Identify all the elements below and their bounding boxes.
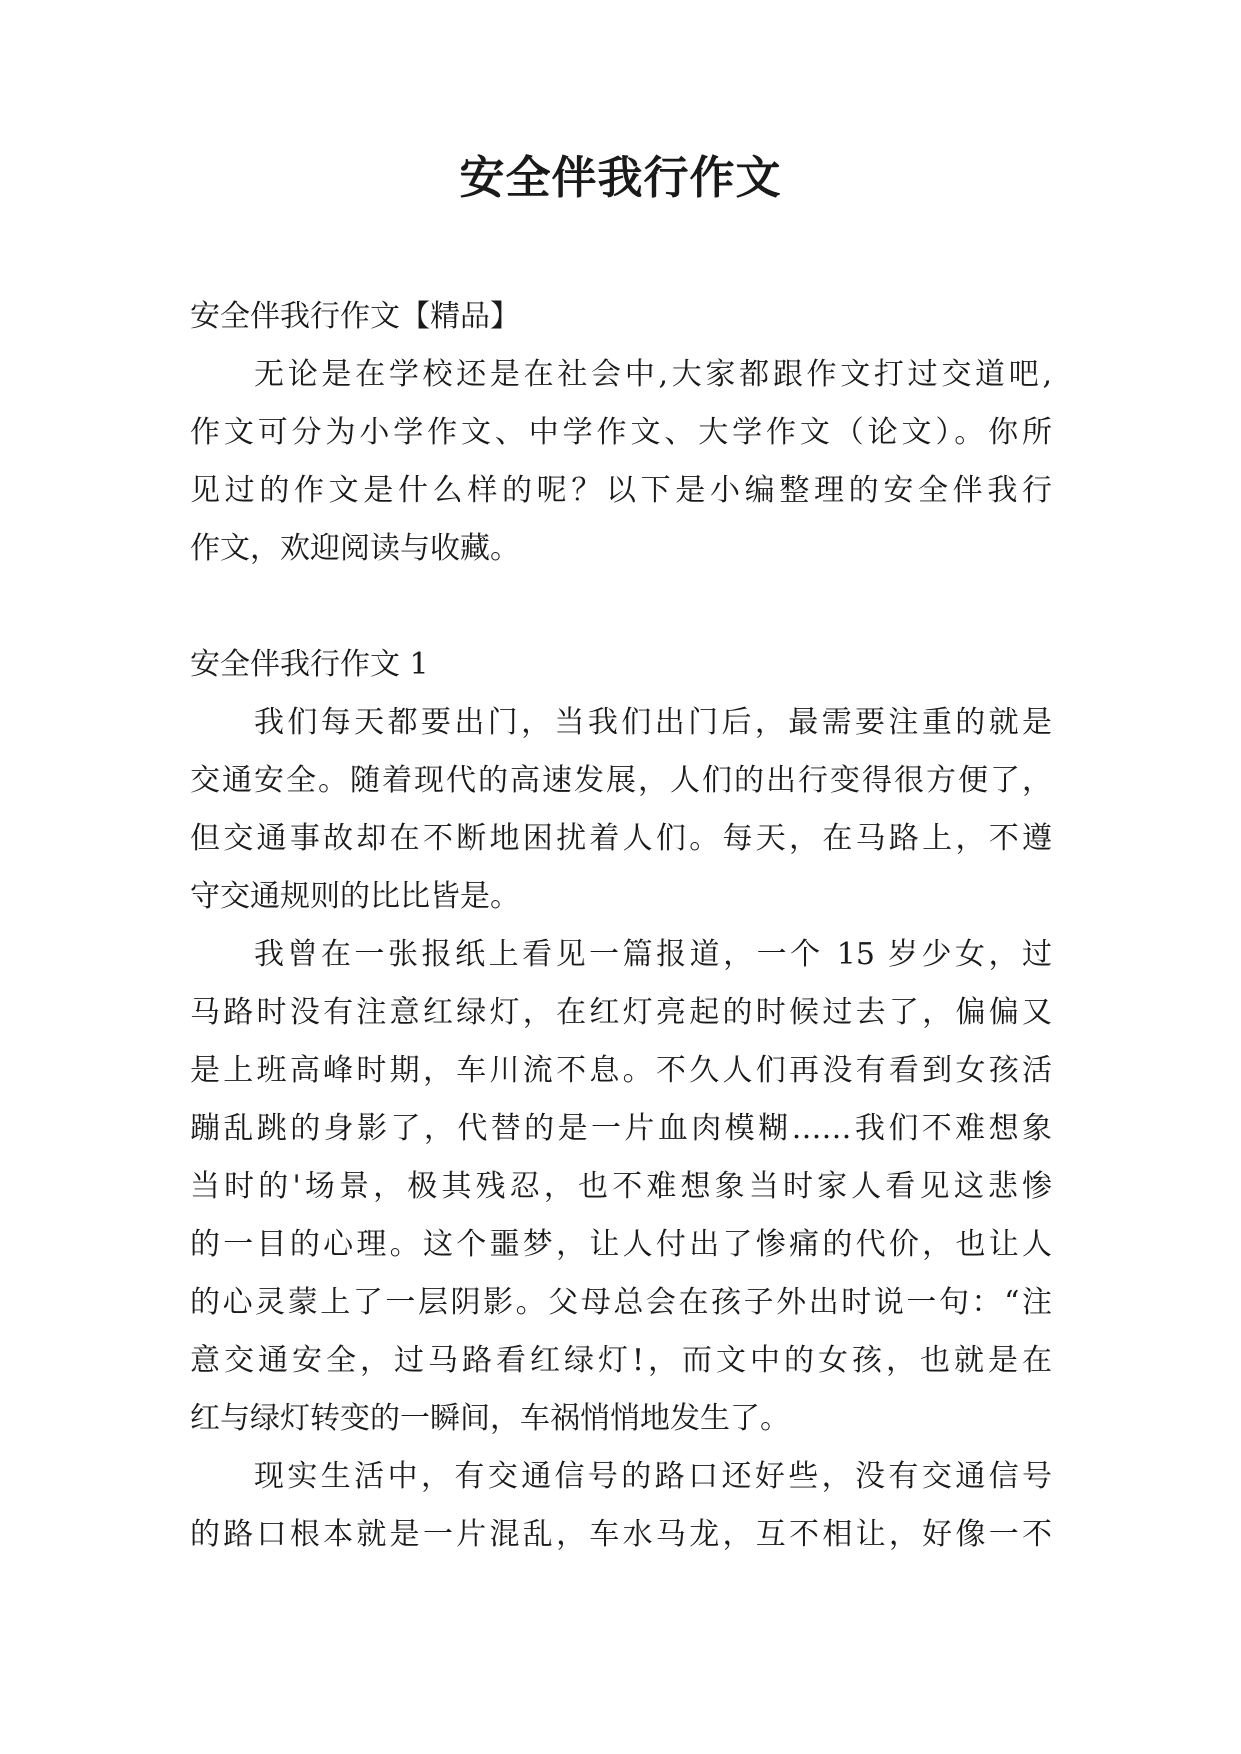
- text-line: 但交通事故却在不断地困扰着人们。每天，在马路上，不遵: [190, 821, 1052, 856]
- text-line: 是上班高峰时期，车川流不息。不久人们再没有看到女孩活: [190, 1053, 1052, 1088]
- text-line: 红与绿灯转变的一瞬间，车祸悄悄地发生了。: [190, 1401, 790, 1436]
- text-line: 的心灵蒙上了一层阴影。父母总会在孩子外出时说一句：“注: [190, 1285, 1052, 1320]
- text-line: 守交通规则的比比皆是。: [190, 879, 520, 914]
- text-line: 当时的'场景，极其残忍，也不难想象当时家人看见这悲惨: [190, 1169, 1052, 1204]
- text-line: 蹦乱跳的身影了，代替的是一片血肉模糊……我们不难想象: [190, 1111, 1052, 1146]
- text-line: 的路口根本就是一片混乱，车水马龙，互不相让，好像一不: [190, 1517, 1052, 1552]
- document-body: [190, 288, 1052, 1564]
- document-title: 安全伴我行作文: [459, 151, 782, 204]
- text-line: 作文可分为小学作文、中学作文、大学作文（论文）。你所: [190, 415, 1052, 450]
- text-line: 马路时没有注意红绿灯，在红灯亮起的时候过去了，偏偏又: [190, 995, 1052, 1030]
- text-line: 现实生活中，有交通信号的路口还好些，没有交通信号: [254, 1459, 1052, 1494]
- text-line: 见过的作文是什么样的呢？以下是小编整理的安全伴我行: [190, 473, 1052, 508]
- intro-paragraph: [190, 346, 1052, 578]
- paragraph-2: [190, 926, 1052, 1448]
- paragraph-1: [190, 694, 1052, 926]
- intro-heading: 安全伴我行作文【精品】: [190, 299, 520, 334]
- text-line: 的一目的心理。这个噩梦，让人付出了惨痛的代价，也让人: [190, 1227, 1052, 1262]
- text-line: 作文，欢迎阅读与收藏。: [190, 531, 520, 566]
- text-line: 我曾在一张报纸上看见一篇报道，一个 15 岁少女，过: [254, 937, 1052, 972]
- text-line: 意交通安全，过马路看红绿灯!，而文中的女孩，也就是在: [190, 1343, 1052, 1378]
- section-heading: 安全伴我行作文 1: [190, 647, 429, 682]
- text-line: 无论是在学校还是在社会中,大家都跟作文打过交道吧,: [254, 357, 1052, 392]
- paragraph-3: [190, 1448, 1052, 1564]
- blank-line: [190, 578, 1052, 636]
- text-line: 我们每天都要出门，当我们出门后，最需要注重的就是: [254, 705, 1052, 740]
- text-line: 交通安全。随着现代的高速发展，人们的出行变得很方便了，: [190, 763, 1052, 798]
